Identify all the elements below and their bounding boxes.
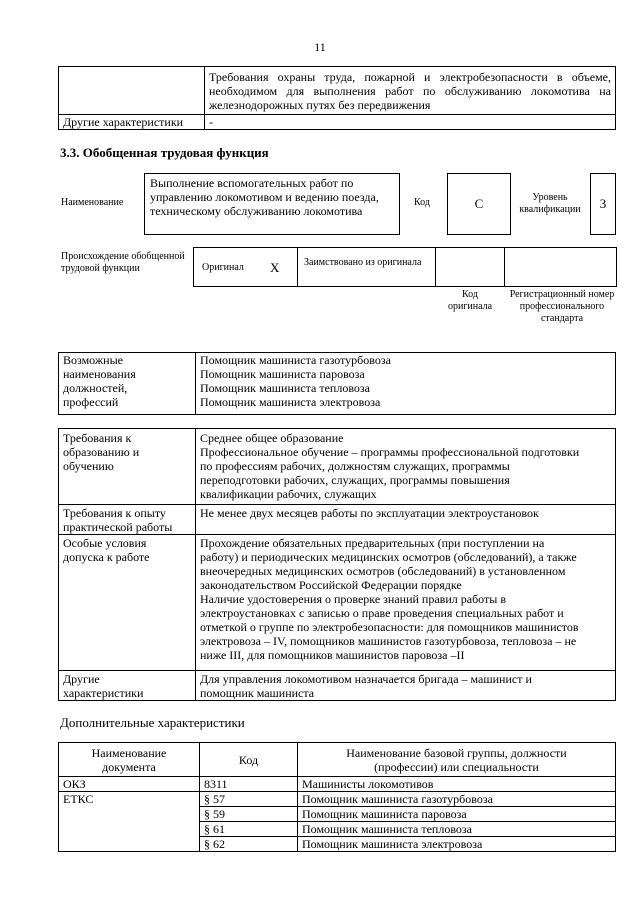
top-table xyxy=(58,66,616,130)
education-line: Среднее общее образование xyxy=(200,431,344,445)
row-code: 8311 xyxy=(200,777,298,792)
experience-label-line: Требования к опыту xyxy=(63,506,166,520)
origin-label: Происхождение обобщенной трудовой функции xyxy=(61,251,185,274)
row-code: § 62 xyxy=(200,837,298,852)
admission-line: законодательством Российской Федерации порядке xyxy=(200,578,462,592)
education-label xyxy=(59,429,196,505)
top-table-empty-cell xyxy=(59,67,205,115)
positions-label-line: наименования xyxy=(63,367,136,381)
reg-number-caption: Регистрационный номер профессионального стандарта xyxy=(509,289,615,324)
function-name-value: Выполнение вспомогательных работ по управлению локомотивом и ведению поезда, техническому обслуживанию локомотива xyxy=(150,176,379,218)
admission-line: Прохождение обязательных предварительных (при поступлении на xyxy=(200,536,545,550)
positions-label xyxy=(59,353,196,415)
code-original-caption: Код оригинала xyxy=(447,289,493,312)
additional-table xyxy=(58,742,616,852)
experience-label xyxy=(59,505,196,535)
other-value xyxy=(196,671,616,701)
row-name: Помощник машиниста тепловоза xyxy=(298,822,616,837)
position-item: Помощник машиниста паровоза xyxy=(200,367,365,381)
other-characteristics-value: - xyxy=(205,115,616,130)
other-label xyxy=(59,671,196,701)
position-item: Помощник машиниста электровоза xyxy=(200,395,381,409)
admission-line: отметкой о группе по электробезопасности: для помощников машинистов xyxy=(200,620,579,634)
education-label-line: Требования к xyxy=(63,431,132,445)
other-characteristics-label: Другие характеристики xyxy=(59,115,205,130)
origin-divider-1 xyxy=(297,248,298,286)
education-label-line: обучению xyxy=(63,459,114,473)
original-mark: X xyxy=(270,260,280,275)
requirements-table xyxy=(58,428,616,701)
origin-divider-2 xyxy=(435,248,436,286)
admission-line: Наличие удостоверения о проверке знаний правил работы в xyxy=(200,592,506,606)
education-value xyxy=(196,429,616,505)
level-label: Уровень квалификации xyxy=(519,192,581,215)
admission-line: внеочередных медицинских осмотров (обследований) в установленном xyxy=(200,564,566,578)
education-line: Профессиональное обучение – программы профессиональной подготовки xyxy=(200,445,580,459)
original-label: Оригинал xyxy=(202,262,244,273)
section-heading: 3.3. Обобщенная трудовая функция xyxy=(60,145,269,160)
experience-label-line: практической работы xyxy=(63,520,173,534)
admission-label-line: Особые условия xyxy=(63,536,147,550)
row-code: § 59 xyxy=(200,807,298,822)
positions-label-line: должностей, xyxy=(63,381,128,395)
col-doc-header xyxy=(59,743,200,777)
experience-value: Не менее двух месяцев работы по эксплуатации электроустановок xyxy=(196,505,616,535)
col-name-header xyxy=(298,743,616,777)
position-item: Помощник машиниста тепловоза xyxy=(200,381,370,395)
positions-list xyxy=(196,353,616,415)
col-code-header: Код xyxy=(200,743,298,777)
education-line: квалификации рабочих, служащих xyxy=(200,487,377,501)
code-label: Код xyxy=(414,197,430,208)
admission-line: электроустановках с записью о праве проведения специальных работ и xyxy=(200,606,564,620)
education-label-line: образованию и xyxy=(63,445,140,459)
positions-table xyxy=(58,352,616,415)
function-name-box xyxy=(144,173,400,235)
other-label-line: Другие xyxy=(63,672,100,686)
admission-label xyxy=(59,535,196,671)
positions-label-line: профессий xyxy=(63,395,119,409)
level-value: 3 xyxy=(599,196,607,211)
position-item: Помощник машиниста газотурбовоза xyxy=(200,353,391,367)
row-doc: ЕТКС xyxy=(59,792,200,852)
col-name-header-line: Наименование базовой группы, должности xyxy=(346,746,567,760)
other-label-line: характеристики xyxy=(63,686,144,700)
admission-line: работу) и периодических медицинских осмотров (обследований), а также xyxy=(200,550,577,564)
admission-line: электровоза – IV, помощников машинистов газотурбовоза, тепловоза – не xyxy=(200,634,577,648)
education-line: по профессиям рабочих, должностям служащих, программы xyxy=(200,459,510,473)
additional-heading: Дополнительные характеристики xyxy=(60,715,245,730)
code-box xyxy=(447,173,511,235)
level-box xyxy=(590,173,616,235)
row-code: § 61 xyxy=(200,822,298,837)
admission-label-line: допуска к работе xyxy=(63,550,150,564)
other-line: помощник машиниста xyxy=(200,686,315,700)
row-code: § 57 xyxy=(200,792,298,807)
row-doc: ОКЗ xyxy=(59,777,200,792)
row-name: Помощник машиниста электровоза xyxy=(298,837,616,852)
row-name: Помощник машиниста газотурбовоза xyxy=(298,792,616,807)
col-doc-header-line: документа xyxy=(102,760,156,774)
row-name: Помощник машиниста паровоза xyxy=(298,807,616,822)
origin-row xyxy=(193,247,617,287)
col-doc-header-line: Наименование xyxy=(91,746,167,760)
admission-value xyxy=(196,535,616,671)
origin-divider-3 xyxy=(504,248,505,286)
row-name: Машинисты локомотивов xyxy=(298,777,616,792)
top-table-text-cell xyxy=(205,67,616,115)
education-line: переподготовки рабочих, служащих, программы повышения xyxy=(200,473,510,487)
borrowed-label: Заимствовано из оригинала xyxy=(304,257,422,268)
safety-requirements-text: Требования охраны труда, пожарной и электробезопасности в объеме, необходимом для выполнения работ по обслуживанию локомотива на железнодорожных путях без передвижения xyxy=(209,70,611,112)
col-name-header-line: (профессии) или специальности xyxy=(374,760,539,774)
name-label: Наименование xyxy=(61,197,124,208)
other-line: Для управления локомотивом назначается бригада – машинист и xyxy=(200,672,532,686)
code-value: C xyxy=(474,196,484,211)
admission-line: ниже III, для помощников машинистов паровоза –II xyxy=(200,648,465,662)
page-number: 11 xyxy=(314,40,326,54)
positions-label-line: Возможные xyxy=(63,353,123,367)
